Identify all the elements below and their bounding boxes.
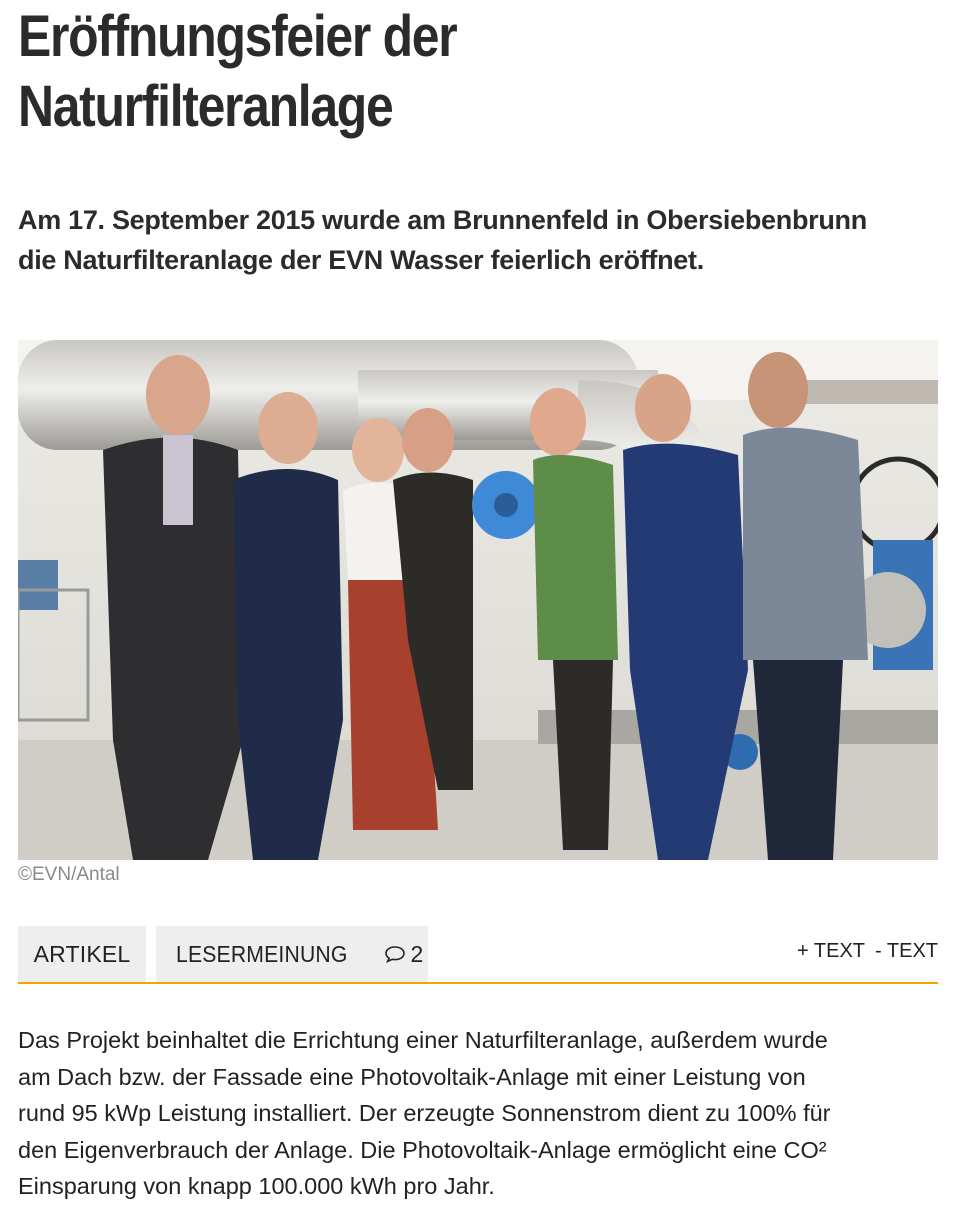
article-photo [18,340,938,860]
article-lead [18,200,948,280]
body-line: Einsparung von knapp 100.000 kWh pro Jahr. [18,1173,495,1199]
body-line: rund 95 kWp Leistung installiert. Der erzeugte Sonnenstrom dient zu 100% für [18,1100,831,1126]
article-body [18,1022,938,1205]
headline-line-1: Eröffnungsfeier der [18,4,457,69]
tab-lesermeinung-label: LESERMEINUNG [176,940,348,967]
tab-lesermeinung[interactable] [156,926,428,982]
text-size-controls [797,940,938,963]
lead-line-2: die Naturfilteranlage der EVN Wasser feierlich eröffnet. [18,245,704,275]
tab-artikel[interactable] [18,926,146,982]
comment-count: 2 [410,940,424,967]
speech-bubble-icon [384,945,406,963]
text-decrease-button[interactable]: - TEXT [875,940,938,962]
body-line: am Dach bzw. der Fassade eine Photovoltaik-Anlage mit einer Leistung von [18,1063,806,1090]
headline-line-2: Naturfilteranlage [18,74,393,139]
photo-credit: ©EVN/Antal [18,864,120,885]
tab-artikel-label: ARTIKEL [33,940,131,967]
lead-line-1: Am 17. September 2015 wurde am Brunnenfeld in Obersiebenbrunn [18,205,867,235]
text-increase-button[interactable]: + TEXT [797,940,866,962]
body-line: Das Projekt beinhaltet die Errichtung einer Naturfilteranlage, außerdem wurde [18,1027,828,1053]
article-tab-bar [18,926,938,984]
body-line: den Eigenverbrauch der Anlage. Die Photovoltaik-Anlage ermöglicht eine CO² [18,1136,827,1163]
group-photo-illustration [18,340,938,860]
article-headline [18,2,809,142]
